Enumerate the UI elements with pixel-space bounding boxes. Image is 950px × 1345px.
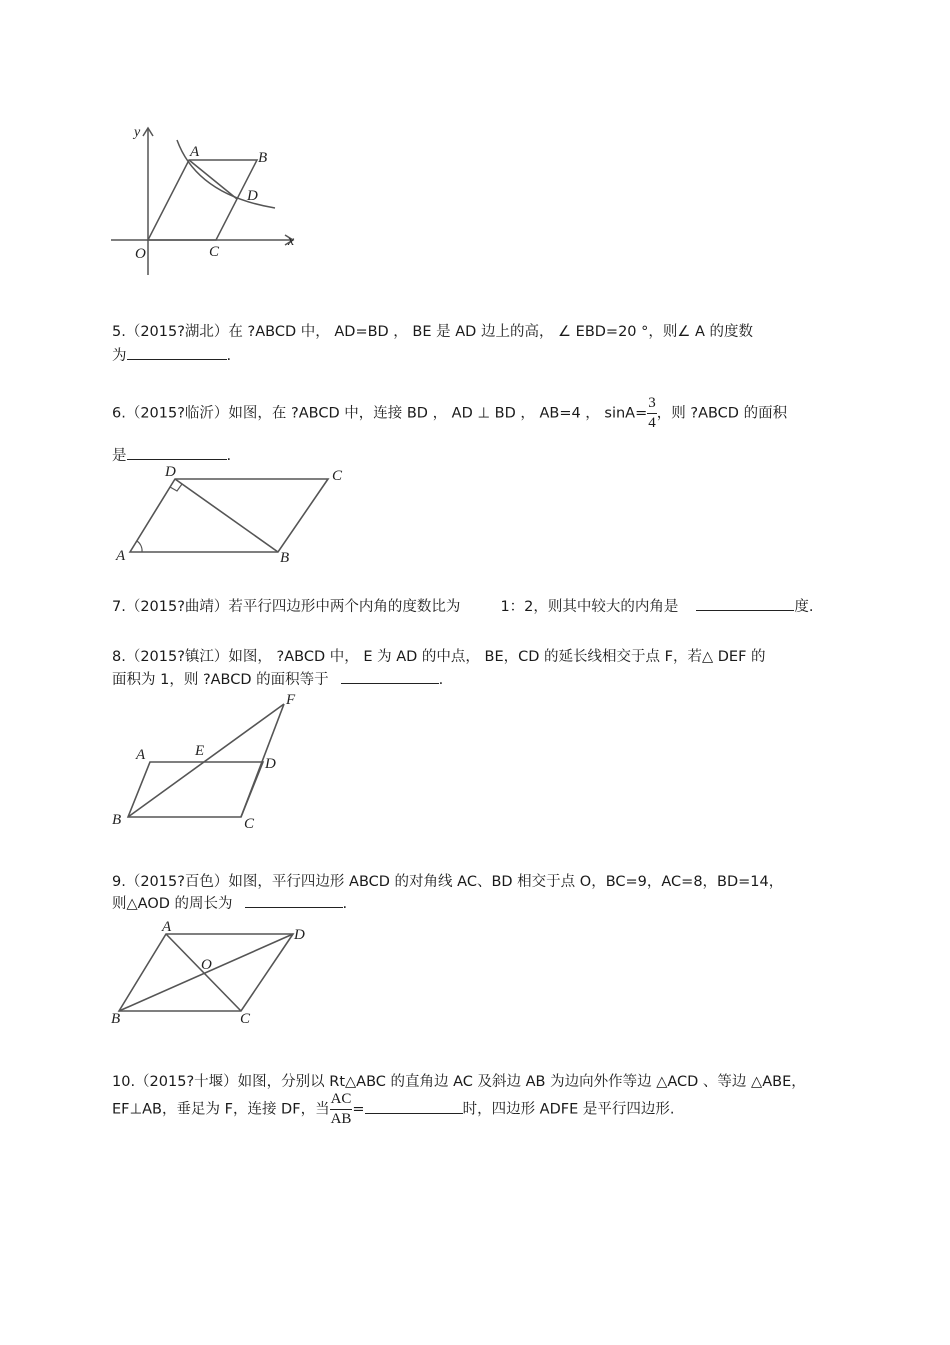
q8-line2-suffix: . [438,672,444,688]
segment-bf [128,704,284,817]
label-y: y [134,125,141,140]
q10-line2-prefix: EF⊥AB，垂足为 F，连接 DF，当 [112,1101,330,1118]
q6-text-suffix: ，则 ?ABCD 的面积 [656,405,788,422]
segment-cf [241,704,284,817]
label-b: B [111,1011,121,1027]
q10-line2-suffix: 时，四边形 ADFE 是平行四边形. [462,1101,675,1118]
q7-text-a: 7.（2015?曲靖）若平行四边形中两个内角的度数比为 [112,599,461,615]
label-a: A [162,919,172,935]
label-f: F [286,692,296,708]
segment-ad [189,160,237,199]
parallelogram-abcd [130,479,328,552]
label-x: x [288,234,295,249]
label-c: C [332,468,343,484]
q5-answer-blank[interactable] [127,345,227,360]
label-b: B [280,550,290,566]
label-o: O [135,246,146,262]
label-a: A [136,747,146,763]
label-a: A [116,548,126,564]
label-d: D [247,188,258,204]
q5-line1 [112,320,753,341]
q10-line2 [112,1092,675,1127]
q10-answer-blank[interactable] [365,1099,463,1114]
label-b: B [112,812,122,828]
figure-q8-parallelogram [108,690,318,832]
q7-answer-blank[interactable] [696,596,794,611]
label-d: D [265,756,276,772]
q8-line2-prefix: 面积为 1，则 ?ABCD 的面积等于 [112,672,329,688]
q7-text-c: 度. [794,599,814,615]
q10-fraction [330,1092,353,1127]
q9-line1 [112,870,783,891]
label-a: A [190,144,200,160]
figure-coordinate-parallelogram [105,120,305,280]
q6-frac-den: 4 [648,415,656,431]
q10-frac-num: AC [330,1092,353,1110]
q5-text: 5.（2015?湖北）在 ?ABCD 中， AD=BD ， BE 是 AD 边上的高， ∠ EBD=20 °，则∠ A 的度数 [112,324,754,340]
label-o: O [201,957,212,973]
q5-line2-prefix: 为 [112,348,127,364]
q7-text-b: 1：2，则其中较大的内角是 [500,599,679,615]
diagonal-bd [175,479,278,552]
angle-a-arc [137,541,142,552]
label-c: C [244,816,255,832]
label-d: D [294,927,305,943]
figure-q6-parallelogram [110,460,360,568]
q9-answer-blank[interactable] [245,893,343,908]
q9-text: 9.（2015?百色）如图，平行四边形 ABCD 的对角线 AC、BD 相交于点 O，BC=9，AC=8，BD=14， [112,874,784,890]
label-e: E [195,743,205,759]
q10-frac-den: AB [330,1111,352,1127]
q8-answer-blank[interactable] [341,669,439,684]
q8-text: 8.（2015?镇江）如图， ?ABCD 中， E 为 AD 的中点， BE，CD 的延长线相交于点 F，若△ DEF 的 [112,649,766,665]
q6-fraction [647,396,657,431]
q8-line2 [112,668,443,689]
label-b: B [258,150,268,166]
q6-line2-suffix: . [226,448,232,464]
parallelogram-abcd [128,762,263,817]
q5-line2-suffix: . [226,348,232,364]
q5-line2 [112,344,231,365]
q9-line2-prefix: 则△AOD 的周长为 [112,896,233,912]
figure-q9-parallelogram [108,918,318,1030]
q6-answer-blank[interactable] [127,445,227,460]
q6-line2-prefix: 是 [112,448,127,464]
q6-line1 [112,396,787,431]
label-d: D [165,464,176,480]
label-c: C [240,1011,251,1027]
q7-line [112,595,814,616]
q6-text-prefix: 6.（2015?临沂）如图，在 ?ABCD 中，连接 BD ， AD ⊥ BD ， AB=4 ， sinA= [112,405,648,422]
q8-line1 [112,645,766,666]
q9-line2-suffix: . [342,896,348,912]
q6-frac-num: 3 [647,396,657,414]
q9-line2 [112,892,347,913]
q10-text: 10.（2015?十堰）如图，分别以 Rt△ABC 的直角边 AC 及斜边 AB 为边向外作等边 △ACD 、等边 △ABE， [112,1074,806,1090]
label-c: C [209,244,220,260]
q10-equals: = [352,1101,365,1118]
q10-line1 [112,1070,806,1091]
